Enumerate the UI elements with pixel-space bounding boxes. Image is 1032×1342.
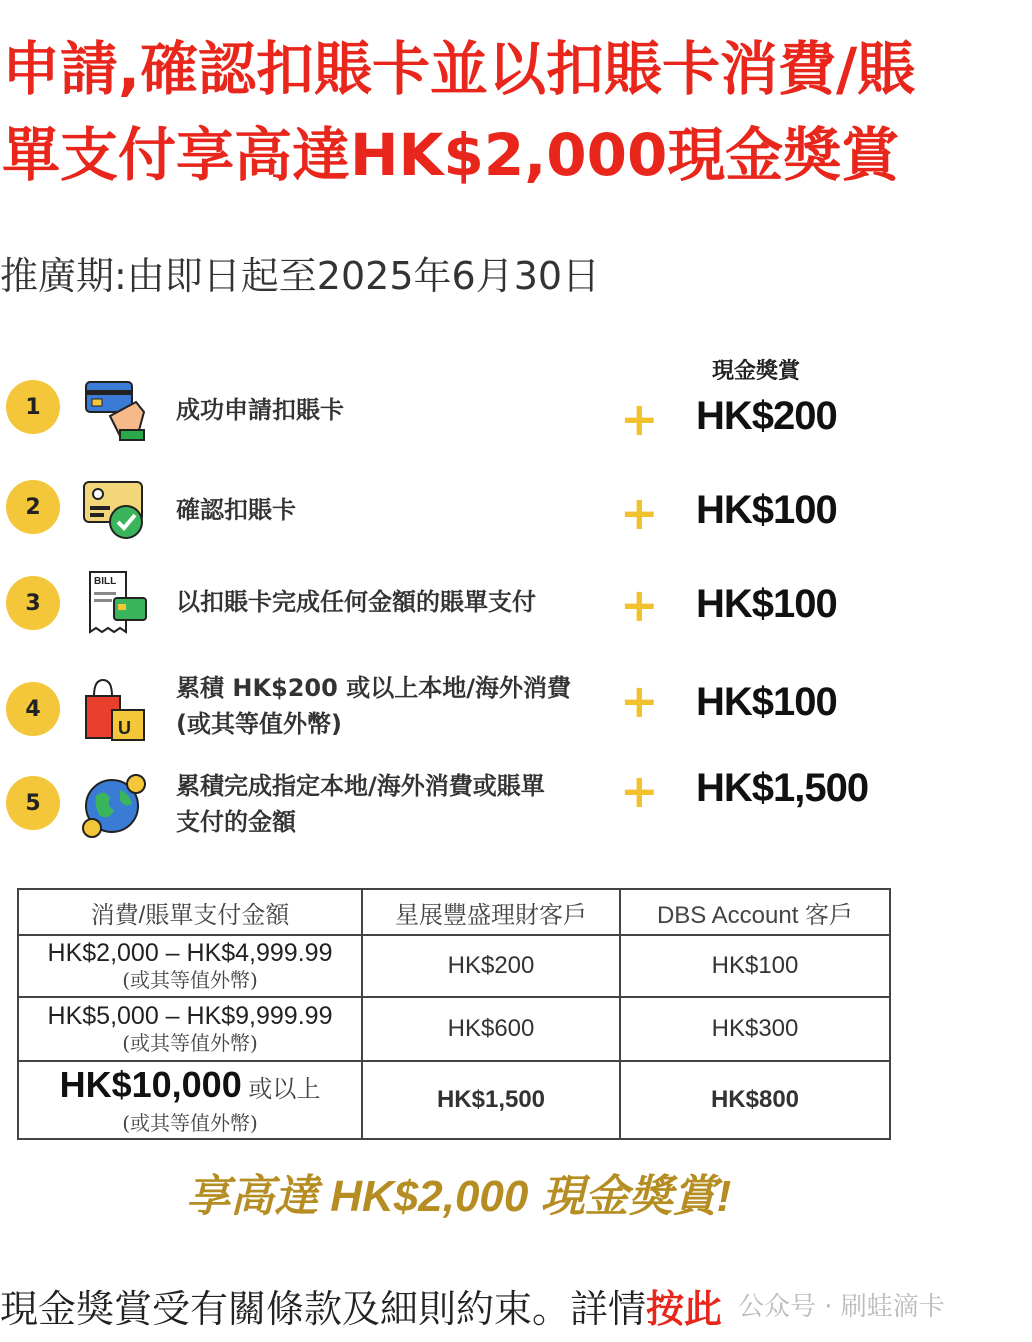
currency-note: (或其等值外幣) xyxy=(122,1031,258,1055)
card-hand-icon xyxy=(80,372,150,442)
spend-range-cell xyxy=(18,935,362,997)
plus-icon: + xyxy=(620,764,659,818)
step-description: 以扣賬卡完成任何金額的賬單支付 xyxy=(176,588,536,616)
spend-range-cell xyxy=(18,1061,362,1139)
step-number-badge: 4 xyxy=(6,682,60,736)
globe-currency-icon xyxy=(80,770,150,840)
reward-amount: HK$100 xyxy=(696,582,837,626)
step-description: 成功申請扣賬卡 xyxy=(176,396,344,424)
table-row xyxy=(18,997,890,1061)
spend-range: HK$10,000 xyxy=(59,1063,242,1105)
step-3 xyxy=(0,572,1032,662)
currency-note: (或其等值外幣) xyxy=(122,1110,258,1135)
step-number-badge: 3 xyxy=(6,576,60,630)
treasures-reward: HK$600 xyxy=(362,997,620,1061)
title-line-1: 申請,確認扣賬卡並以扣賬卡消費/賬 xyxy=(2,35,916,103)
account-reward: HK$800 xyxy=(620,1061,890,1139)
bill-card-icon xyxy=(80,568,150,638)
svg-text:BILL: BILL xyxy=(94,576,117,587)
step-description xyxy=(176,670,571,742)
max-reward-tagline: 享高達 HK$2,000 現金獎賞! xyxy=(186,1172,732,1221)
treasures-reward: HK$1,500 xyxy=(362,1061,620,1139)
plus-icon: + xyxy=(620,674,659,728)
header-dbs-account: DBS Account 客戶 xyxy=(620,889,890,935)
terms-footer xyxy=(0,1278,722,1333)
spend-range: HK$2,000 – HK$4,999.99 xyxy=(47,939,333,967)
promotion-period: 推廣期:由即日起至2025年6月30日 xyxy=(0,254,601,298)
title-line-2: 單支付享高達HK$2,000現金獎賞 xyxy=(2,121,900,189)
terms-text: 現金獎賞受有關條款及細則約束。詳情 xyxy=(0,1287,647,1331)
account-reward: HK$300 xyxy=(620,997,890,1061)
spend-range: HK$5,000 – HK$9,999.99 xyxy=(47,1002,333,1030)
reward-tier-table xyxy=(17,888,891,1140)
step-description xyxy=(176,768,545,840)
table-row xyxy=(18,935,890,997)
reward-amount: HK$100 xyxy=(696,680,837,724)
step-number-badge: 5 xyxy=(6,776,60,830)
reward-amount: HK$200 xyxy=(696,394,837,438)
account-reward: HK$100 xyxy=(620,935,890,997)
spend-range-cell xyxy=(18,997,362,1061)
step-description: 確認扣賬卡 xyxy=(176,496,296,524)
svg-text:U: U xyxy=(118,718,131,738)
watermark: 公众号 · 刷蛙滴卡 xyxy=(738,1292,945,1322)
step-description-line-2: (或其等值外幣) xyxy=(176,710,342,738)
step-5 xyxy=(0,766,1032,856)
spend-range-suffix: 或以上 xyxy=(248,1074,321,1103)
reward-column-header: 現金獎賞 xyxy=(712,359,801,384)
reward-amount: HK$100 xyxy=(696,488,837,532)
plus-icon: + xyxy=(620,578,659,632)
page-title xyxy=(2,26,1030,198)
currency-note: (或其等值外幣) xyxy=(122,968,258,992)
shopping-bags-icon xyxy=(80,674,150,744)
treasures-reward: HK$200 xyxy=(362,935,620,997)
step-description-line-2: 支付的金額 xyxy=(176,808,296,836)
plus-icon: + xyxy=(620,486,659,540)
table-row xyxy=(18,1061,890,1139)
card-check-icon xyxy=(80,474,150,544)
plus-icon: + xyxy=(620,392,659,446)
header-treasures: 星展豐盛理財客戶 xyxy=(362,889,620,935)
details-link[interactable]: 按此 xyxy=(646,1287,723,1331)
step-description-line-1: 累積 HK$200 或以上本地/海外消費 xyxy=(176,674,571,702)
step-1 xyxy=(0,370,1032,460)
reward-amount: HK$1,500 xyxy=(696,766,869,810)
table-header-row xyxy=(18,889,890,935)
step-description-line-1: 累積完成指定本地/海外消費或賬單 xyxy=(176,772,545,800)
step-2 xyxy=(0,478,1032,568)
step-number-badge: 1 xyxy=(6,380,60,434)
step-4 xyxy=(0,668,1032,758)
header-spend-amount: 消費/賬單支付金額 xyxy=(18,889,362,935)
step-number-badge: 2 xyxy=(6,480,60,534)
